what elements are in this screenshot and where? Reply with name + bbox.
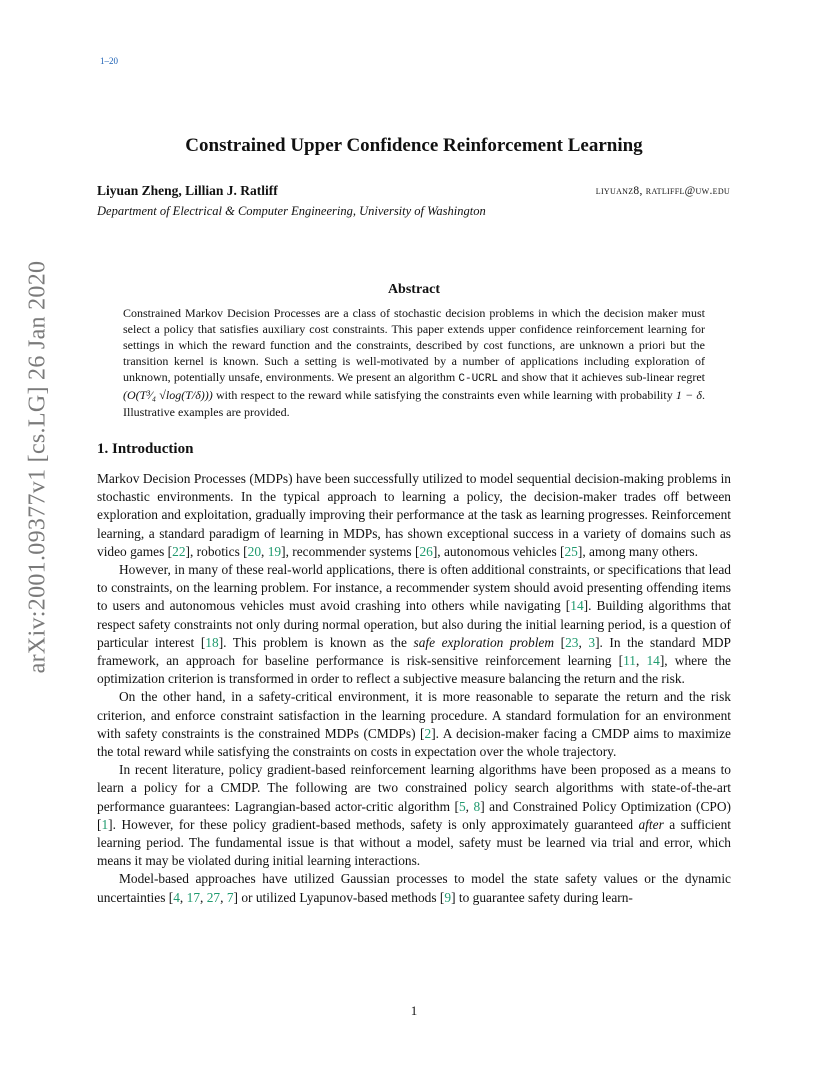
text: ] and Constrained Policy Optimization (CPO) [ xyxy=(97,798,732,832)
regret-formula: (O(T³⁄₄ √log(T/δ))) xyxy=(123,388,213,403)
citation-link[interactable]: 23 xyxy=(565,634,579,650)
abstract-text: Constrained Markov Decision Processes are a class of stochastic decision problems in which the decision maker must select a policy that satisfies auxiliary cost constraints. This paper extends upper confidence reinforcement learning for settings in which the reward function and the constraints, described by cost functions, are unknown a priori but the transition kernel is known. Such a setting is well-motivated by a number of applications including exploration of unknown, potentially unsafe, environments. We present an algorithm xyxy=(123,306,705,385)
page-number: 1 xyxy=(410,1003,418,1018)
paragraph xyxy=(97,688,731,761)
author-emails[interactable]: liyuanz8, ratliffl@uw.edu xyxy=(595,185,730,197)
text: ]. In the standard MDP framework, an approach for baseline performance is risk-sensitive reinforcement learning [ xyxy=(97,634,731,669)
emphasis: safe exploration problem xyxy=(413,634,555,650)
paragraph xyxy=(97,561,731,688)
citation-link[interactable]: 9 xyxy=(444,889,452,905)
abstract-text: and show that it achieves sub-linear regret xyxy=(497,370,705,385)
text: , xyxy=(261,543,268,559)
paragraph xyxy=(97,761,731,870)
citation-link[interactable]: 3 xyxy=(588,634,596,650)
text: , xyxy=(179,889,187,905)
abstract-body xyxy=(123,305,705,420)
text: ]. Building algorithms that respect safety constraints not only during normal operation, but also during the initial learning period, is a question of particular interest [ xyxy=(97,598,731,650)
text: ]. However, for these policy gradient-based methods, safety is only approximately guaranteed xyxy=(108,816,639,832)
citation-link[interactable]: 2 xyxy=(424,725,432,741)
text: ], where the optimization criterion is transformed in order to reflect a subjective measure balancing the return and the risk. xyxy=(97,653,731,687)
citation-link[interactable]: 11 xyxy=(623,653,636,669)
citation-link[interactable]: 14 xyxy=(570,598,584,614)
text: , xyxy=(220,889,227,905)
emphasis: after xyxy=(638,816,664,832)
text: ], autonomous vehicles [ xyxy=(432,543,565,559)
text: ] or utilized Lyapunov-based methods [ xyxy=(233,889,445,905)
text: , xyxy=(578,634,589,650)
citation-link[interactable]: 4 xyxy=(173,889,180,905)
paragraph xyxy=(97,470,731,561)
citation-link[interactable]: 20 xyxy=(247,543,262,559)
text: In recent literature, policy gradient-based reinforcement learning algorithms have been proposed as a means to learn a policy for a CMDP. The following are two constrained policy search algorithms with state-of-the-art performance guarantees: Lagrangian-based actor-critic algorithm [ xyxy=(97,762,731,814)
abstract-text: with respect to the reward while satisfying the constraints even while learning with probability xyxy=(212,388,676,403)
text: ]. This problem is known as the xyxy=(218,634,414,650)
text: Model-based approaches have utilized Gaussian processes to model the state safety values or the dynamic uncertainties [ xyxy=(97,871,731,905)
text: ] to guarantee safety during learn- xyxy=(451,889,633,905)
citation-link[interactable]: 19 xyxy=(267,543,282,559)
citation-link[interactable]: 8 xyxy=(473,798,481,814)
authors: Liyuan Zheng, Lillian J. Ratliff xyxy=(97,183,278,198)
citation-link[interactable]: 5 xyxy=(458,798,466,814)
abstract-text: . Illustrative examples are provided. xyxy=(123,388,705,419)
paragraph xyxy=(97,870,731,906)
abstract-heading: Abstract xyxy=(387,282,441,297)
citation-link[interactable]: 22 xyxy=(172,543,186,559)
citation-link[interactable]: 18 xyxy=(205,634,219,650)
text: a sufficient learning period. The fundamental issue is that without a model, safety must be learned via trial and error, which means it may be violated during initial learning interactions. xyxy=(97,816,731,869)
text: , xyxy=(465,798,474,814)
text: Markov Decision Processes (MDPs) have been successfully utilized to model sequential decision-making problems in stochastic environments. In the typical approach to learning a policy, the decision-maker trades off between exploration and exploitation, gradually improving their performance at the task as learning progresses. Reinforcement learning, a standard paradigm of learning in MDPs, has shown exceptional success in a variety of domains such as video games [ xyxy=(97,471,731,559)
text: , xyxy=(200,889,207,905)
probability-formula: 1 − δ xyxy=(675,388,702,403)
citation-link[interactable]: 14 xyxy=(646,653,660,669)
text: However, in many of these real-world applications, there is often additional constraints, or specifications that lead to constraints, on the learning problem. For instance, a recommender system should avoid presenting offending items to users and autonomous vehicles must avoid crashing into others while navigating [ xyxy=(97,562,731,614)
citation-link[interactable]: 1 xyxy=(101,816,109,832)
algorithm-name: C-UCRL xyxy=(458,373,498,386)
introduction-body xyxy=(97,470,731,907)
citation-link[interactable]: 7 xyxy=(226,889,234,905)
page-range: 1–20 xyxy=(100,56,118,66)
arxiv-stamp: arXiv:2001.09377v1 [cs.LG] 26 Jan 2020 xyxy=(24,260,51,674)
paper-title: Constrained Upper Confidence Reinforcement Learning xyxy=(185,135,643,156)
text: [ xyxy=(554,634,566,650)
citation-link[interactable]: 27 xyxy=(206,889,221,905)
citation-link[interactable]: 26 xyxy=(419,543,433,559)
text: ], recommender systems [ xyxy=(281,543,420,559)
text: On the other hand, in a safety-critical environment, it is more reasonable to separate the return and the risk criterion, and enforce constraint satisfaction in the learning procedure. A standard formulation for an environment with safety constraints is the constrained MDPs (CMDPs) [ xyxy=(97,689,731,741)
text: ], robotics [ xyxy=(185,543,248,559)
section-heading-introduction: 1. Introduction xyxy=(97,441,194,457)
citation-link[interactable]: 17 xyxy=(186,889,201,905)
citation-link[interactable]: 25 xyxy=(564,543,578,559)
affiliation: Department of Electrical & Computer Engineering, University of Washington xyxy=(97,204,486,218)
text: ]. A decision-maker facing a CMDP aims to maximize the total reward while satisfying the constraints on costs in expectation over the whole trajectory. xyxy=(97,725,732,760)
text: , xyxy=(635,653,647,669)
text: ], among many others. xyxy=(577,543,698,559)
